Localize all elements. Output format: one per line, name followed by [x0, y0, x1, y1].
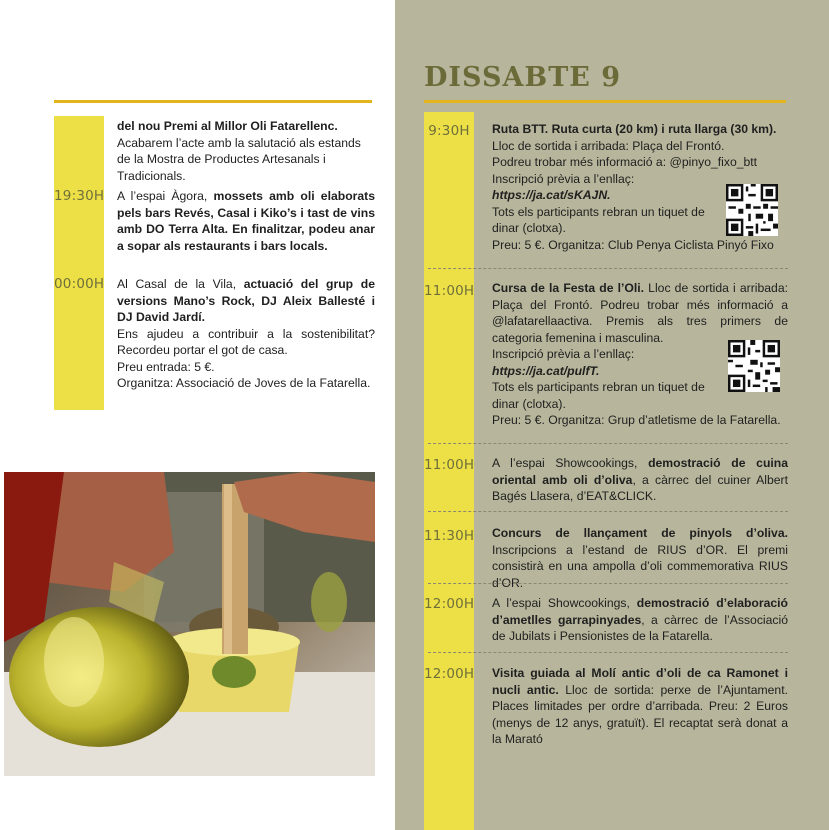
event-text: , a càrrec del cuiner Albert Bagés Llasera, d’EAT&CLICK. [492, 472, 789, 503]
event-organizer: Preu: 5 €. Organitza: Grup d’atletisme de la Fatarella. [492, 413, 781, 427]
event-title: mossets amb oli elaborats pels bars Revés, Casal i Kiko’s i tast de vins amb DO Terra Alta. En finalitzar, podeu anar a sopar als restaurants i bars locals. [117, 189, 375, 253]
event-text: , a càrrec de l’Associació de Jubilats i Pensionistes de la Fatarella. [492, 612, 788, 643]
event-text: Acabarem l’acte amb la salutació als estands de la Mostra de Productes Artesanals i Tradicionals. [117, 135, 361, 183]
event-title: Concurs de llançament de pinyols d’oliva. [492, 526, 788, 540]
title-rule [424, 100, 786, 103]
qr-code-icon [728, 340, 780, 392]
time-label: 11:00H [424, 457, 475, 473]
event-intro: A l’espai Showcookings, [492, 456, 649, 470]
time-label: 12:00H [424, 666, 475, 682]
event-text: Tots els participants rebran un tiquet de dinar (clotxa). [492, 204, 705, 235]
event-showcooking-2 [492, 595, 788, 645]
day-title: DISSABTE 9 [424, 62, 622, 93]
event-showcooking-1 [492, 455, 788, 505]
event-text: Inscripcions a l’estand de RIUS d’OR. El premi consistirà en una ampolla d’oli commemorativa RIUS d’OR. [492, 542, 788, 590]
time-label: 19:30H [54, 188, 105, 204]
time-label: 11:00H [424, 283, 475, 299]
time-label: 12:00H [424, 596, 475, 612]
event-block-2 [117, 188, 375, 254]
event-text: Lloc de sortida i arribada: Plaça del Frontó. [492, 138, 725, 153]
event-text: Inscripció prèvia a l’enllaç: [492, 171, 635, 186]
event-text: Ens ajudeu a contribuir a la sostenibilitat? Recordeu portar el got de casa. [117, 326, 375, 357]
event-block-3 [117, 276, 375, 392]
time-label: 00:00H [54, 276, 105, 292]
event-title: Cursa de la Festa de l’Oli. [492, 281, 645, 295]
olive-oil-photo [4, 472, 375, 776]
event-title: demostració d’elaboració d’ametlles garrapinyades [492, 596, 788, 627]
event-text: Tots els participants rebran un tiquet de dinar (clotxa). [492, 380, 705, 411]
event-block-1 [117, 118, 375, 184]
divider [428, 443, 788, 445]
registration-link[interactable]: https://ja.cat/pulfT. [492, 363, 600, 378]
event-text: Inscripció prèvia a l’enllaç: [492, 347, 635, 361]
top-rule [54, 100, 372, 103]
event-text: Lloc de sortida i arribada: Plaça del Frontó. Podreu trobar més informació a @lafatarellaactiva. Premis als tres primers de categoria femenina i masculina. [492, 281, 788, 345]
event-intro: A l’espai Showcookings, [492, 596, 637, 610]
event-title: Ruta BTT. Ruta curta (20 km) i ruta llarga (30 km). [492, 122, 777, 136]
divider [428, 268, 788, 270]
divider [428, 652, 788, 654]
divider [428, 511, 788, 513]
event-moli [492, 665, 788, 748]
left-page [0, 0, 395, 830]
divider [428, 583, 788, 585]
event-text: Podreu trobar més informació a: @pinyo_fixo_btt [492, 155, 758, 169]
time-label: 11:30H [424, 528, 475, 544]
event-text: Lloc de sortida: perxe de l’Ajuntament. Places limitades per ordre d’arribada. Preu: 2 Euros (menys de 12 anys, gratuït). El recaptat serà donat a la Marató [492, 682, 788, 746]
event-intro: Al Casal de la Vila, [117, 277, 244, 291]
qr-code-icon [726, 184, 778, 236]
event-title: del nou Premi al Millor Oli Fatarellenc. [117, 119, 338, 133]
event-intro: A l’espai Àgora, [117, 189, 214, 203]
event-title: actuació del grup de versions Mano’s Rock, DJ Aleix Ballesté i DJ David Jardí. [117, 277, 375, 324]
event-organizer: Preu: 5 €. Organitza: Club Penya Ciclista Pinyó Fixo [492, 237, 774, 252]
event-price: Preu entrada: 5 €. [117, 359, 215, 374]
time-label: 9:30H [428, 123, 470, 139]
time-bar [54, 116, 104, 410]
event-organizer: Organitza: Associació de Joves de la Fatarella. [117, 376, 371, 390]
event-pinyols [492, 525, 788, 591]
event-title: demostració de cuina oriental amb oli d’oliva [492, 456, 788, 487]
event-title: Visita guiada al Molí antic d’oli de ca Ramonet i nucli antic. [492, 666, 788, 697]
registration-link[interactable]: https://ja.cat/sKAJN. [492, 188, 611, 202]
